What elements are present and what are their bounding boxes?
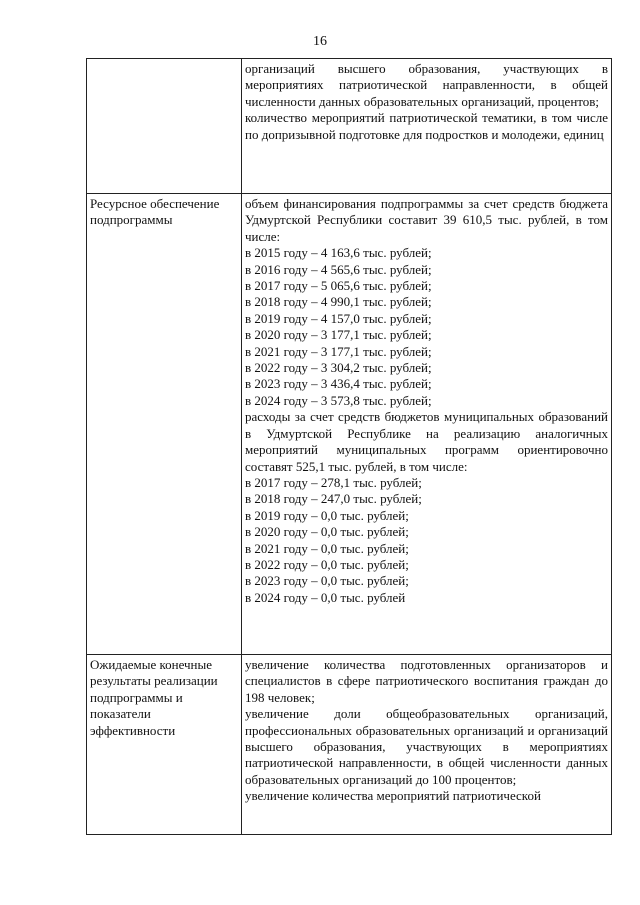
row-label: Ресурсное обеспечение подпрограммы [87, 194, 242, 655]
row-content [242, 59, 612, 194]
paragraph: в 2021 году – 0,0 тыс. рублей; [245, 540, 409, 556]
paragraph: количество мероприятий патриотической тематики, в том числе по допризывной подготовке для подростков и молодежи, единиц [245, 110, 608, 142]
paragraph: в 2020 году – 3 177,1 тыс. рублей; [245, 327, 432, 343]
paragraph: увеличение количества подготовленных организаторов и специалистов в сфере патриотического воспитания граждан до 198 человек; [245, 657, 608, 705]
row-label: Ожидаемые конечные результаты реализации подпрограммы и показатели эффективности [87, 655, 242, 835]
paragraph: в 2015 году – 4 163,6 тыс. рублей; [245, 245, 432, 261]
page-number: 16 [313, 34, 327, 49]
passport-table [86, 58, 612, 835]
paragraph: в 2024 году – 0,0 тыс. рублей [245, 589, 406, 605]
paragraph: в 2019 году – 0,0 тыс. рублей; [245, 507, 409, 523]
table-row-resources [87, 194, 612, 655]
paragraph: объем финансирования подпрограммы за счет средств бюджета Удмуртской Республики составит 39 610,5 тыс. рублей, в том числе: [245, 196, 608, 244]
row-content [242, 655, 612, 835]
paragraph: в 2021 году – 3 177,1 тыс. рублей; [245, 343, 432, 359]
paragraph: увеличение количества мероприятий патриотической [245, 788, 541, 804]
paragraph: в 2024 году – 3 573,8 тыс. рублей; [245, 392, 432, 408]
paragraph: в 2020 году – 0,0 тыс. рублей; [245, 524, 409, 540]
paragraph: в 2017 году – 5 065,6 тыс. рублей; [245, 278, 432, 294]
paragraph: в 2017 году – 278,1 тыс. рублей; [245, 474, 422, 490]
paragraph: расходы за счет средств бюджетов муниципальных образований в Удмуртской Республике на реализацию аналогичных мероприятий муниципальных программ ориентировочно составят 525,1 тыс. рублей, в том числе: [245, 409, 608, 474]
paragraph: в 2023 году – 0,0 тыс. рублей; [245, 573, 409, 589]
paragraph: в 2019 году – 4 157,0 тыс. рублей; [245, 310, 432, 326]
paragraph: в 2022 году – 0,0 тыс. рублей; [245, 556, 409, 572]
table-row-indicators [87, 59, 612, 194]
paragraph: увеличение доли общеобразовательных организаций, профессиональных образовательных организаций и организаций высшего образования, участвующих в мероприятиях патриотической направленности, в общей численности данных образовательных организаций до 100 процентов; [245, 706, 608, 787]
paragraph: организаций высшего образования, участвующих в мероприятиях патриотической направленности, в общей численности данных образовательных организаций, процентов; [245, 61, 608, 109]
table-row-results [87, 655, 612, 835]
paragraph: в 2016 году – 4 565,6 тыс. рублей; [245, 261, 432, 277]
paragraph: в 2022 году – 3 304,2 тыс. рублей; [245, 360, 432, 376]
paragraph: в 2018 году – 4 990,1 тыс. рублей; [245, 294, 432, 310]
paragraph: в 2018 году – 247,0 тыс. рублей; [245, 491, 422, 507]
row-content [242, 194, 612, 655]
row-label [87, 59, 242, 194]
paragraph: в 2023 году – 3 436,4 тыс. рублей; [245, 376, 432, 392]
